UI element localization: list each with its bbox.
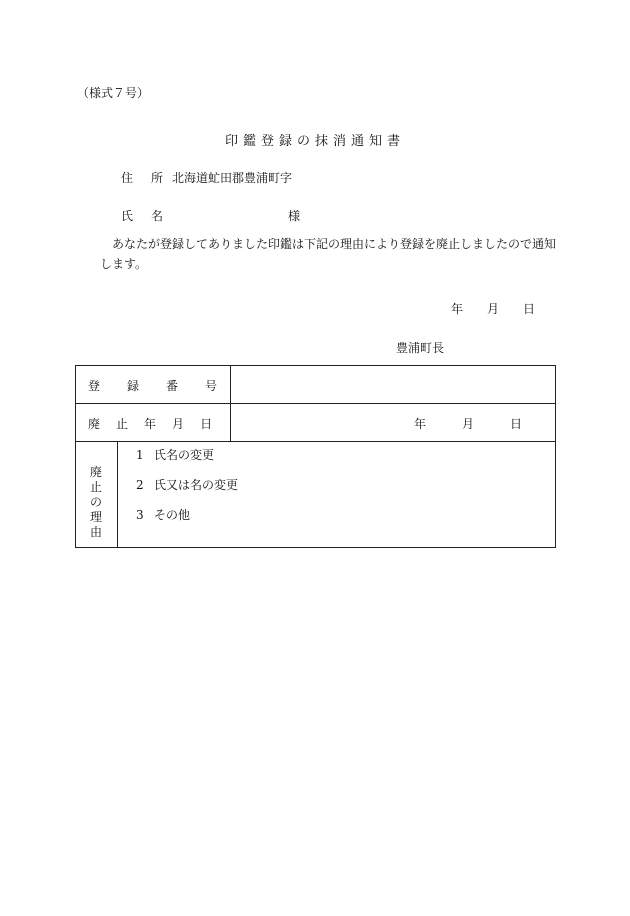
- abolition-date-value: [414, 415, 522, 432]
- document-title: 印鑑登録の抹消通知書: [224, 134, 405, 149]
- reason-number: 1: [136, 448, 144, 462]
- notice-date-day: 日: [523, 302, 536, 316]
- abolition-reason-label-cell: [76, 442, 118, 547]
- label-char: 番: [166, 379, 179, 393]
- label-char: 日: [200, 417, 213, 431]
- abolition-date-year: 年: [414, 417, 427, 431]
- address-value: 北海道虻田郡豊浦町字: [172, 171, 293, 185]
- registration-number-label: [88, 377, 217, 394]
- notice-body-text: あなたが登録してありました印鑑は下記の理由により登録を廃止しましたので通知します。: [100, 237, 557, 271]
- reason-number: 3: [136, 508, 144, 522]
- address-label-char: 所: [151, 171, 164, 185]
- address-label-char: 住: [121, 171, 134, 185]
- form-number: （様式７号）: [77, 86, 150, 100]
- registration-number-row: [76, 366, 555, 404]
- label-char: 登: [88, 379, 101, 393]
- registration-number-label-cell: [76, 366, 231, 403]
- abolition-date-label: [88, 415, 212, 432]
- reason-number: 2: [136, 478, 144, 492]
- name-label-char: 氏: [121, 209, 134, 223]
- abolition-date-label-cell: [76, 404, 231, 441]
- label-char: 廃: [88, 417, 101, 431]
- reason-item: [136, 446, 214, 463]
- notice-date: [451, 300, 535, 317]
- name-honorific: 様: [288, 209, 301, 223]
- notice-table: [75, 365, 556, 548]
- label-char: 年: [144, 417, 157, 431]
- reason-text: 氏又は名の変更: [154, 478, 239, 492]
- issuer: 豊浦町長: [396, 341, 445, 355]
- label-char: 止: [116, 417, 129, 431]
- name-label: [121, 207, 163, 224]
- abolition-date-month: 月: [462, 417, 475, 431]
- reason-text: 氏名の変更: [154, 448, 215, 462]
- abolition-reason-row: [76, 442, 555, 547]
- label-char: 月: [172, 417, 185, 431]
- reason-text: その他: [154, 508, 191, 522]
- address-label: [121, 169, 163, 186]
- label-char: 録: [127, 379, 140, 393]
- notice-date-year: 年: [451, 302, 464, 316]
- abolition-date-day: 日: [510, 417, 523, 431]
- notice-date-month: 月: [487, 302, 500, 316]
- reason-item: [136, 506, 190, 523]
- reason-item: [136, 476, 238, 493]
- label-char: 号: [205, 379, 218, 393]
- name-label-char: 名: [151, 209, 164, 223]
- abolition-date-row: [76, 404, 555, 442]
- abolition-reason-label: 廃止の理由: [89, 465, 102, 539]
